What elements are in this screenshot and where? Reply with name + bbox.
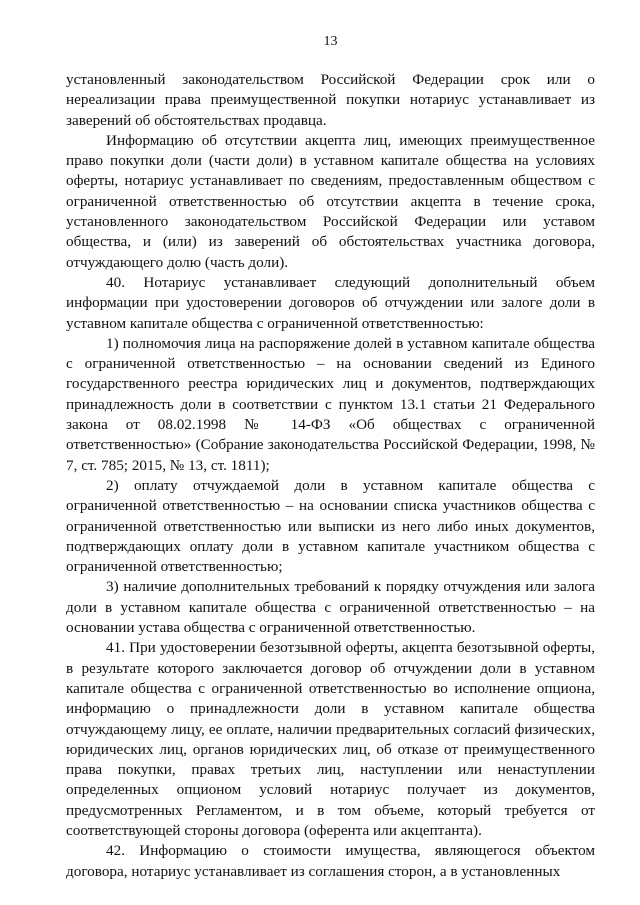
paragraph-acceptance-info: Информацию об отсутствии акцепта лиц, имеющих преимущественное право покупки доли (части доли) в уставном капитале общества на условиях оферты, нотариус устанавливает по сведениям, предоставленным обществом с ограниченной ответственностью об отсутствии акцепта в течение срока, установленного законодательством Российской Федерации или уставом общества, и (или) из заверений об обстоятельствах участника договора, отчуждающего долю (часть доли). [66,131,595,271]
paragraph-40-item-1: 1) полномочия лица на распоряжение долей в уставном капитале общества с ограниченной ответственностью – на основании сведений из Единого государственного реестра юридических лиц и документов, подтверждающих принадлежность доли в соответствии с пунктом 13.1 статьи 21 Федерального закона от 08.02.1998 № 14-ФЗ «Об обществах с ограниченной ответственностью» (Собрание законодательства Российской Федерации, 1998, № 7, ст. 785; 2015, № 13, ст. 1811); [66,334,595,474]
page-number: 13 [323,34,338,49]
paragraph-42: 42. Информацию о стоимости имущества, являющегося объектом договора, нотариус устанавливает из соглашения сторон, а в установленных [66,842,595,880]
paragraph-40: 40. Нотариус устанавливает следующий дополнительный объем информации при удостоверении договоров об отчуждении или залоге доли в уставном капитале общества с ограниченной ответственностью: [66,273,595,332]
paragraph-40-item-3: 3) наличие дополнительных требований к порядку отчуждения или залога доли в уставном капитале общества с ограниченной ответственностью – на основании устава общества с ограниченной ответственностью. [66,578,595,637]
paragraph-41: 41. При удостоверении безотзывной оферты, акцепта безотзывной оферты, в результате которого заключается договор об отчуждении доли в уставном капитале общества с ограниченной ответственностью во исполнение опциона, информацию о принадлежности доли в уставном капитале общества отчуждающему лицу, ее оплате, наличии предварительных согласий физических, юридических лиц, органов юридических лиц, об отказе от преимущественного права покупки, правах третьих лиц, наступлении или ненаступлении определенных опционом условий нотариус получает из документов, предусмотренных Регламентом, и в том объеме, который требуется от соответствующей стороны договора (оферента или акцептанта). [66,639,595,839]
paragraph-40-item-2: 2) оплату отчуждаемой доли в уставном капитале общества с ограниченной ответственностью – на основании списка участников общества с ограниченной ответственностью или выписки из него либо иных документов, подтверждающих оплату доли в уставном капитале участником общества с ограниченной ответственностью; [66,476,595,576]
body-text [66,70,595,882]
paragraph-continuation: установленный законодательством Российской Федерации срок или о нереализации права преимущественной покупки нотариус устанавливает из заверений об обстоятельствах продавца. [66,71,595,129]
